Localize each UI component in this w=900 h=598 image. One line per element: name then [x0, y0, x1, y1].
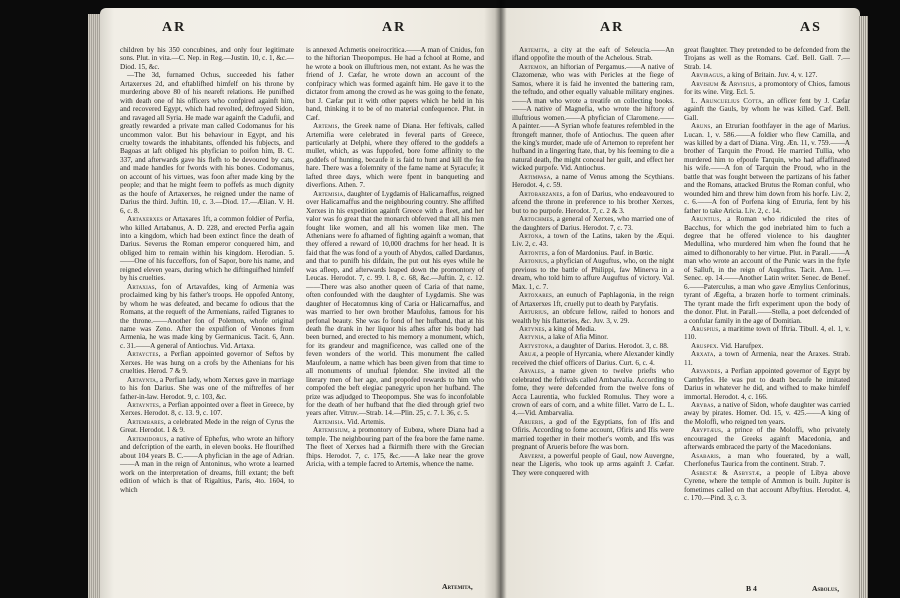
entry-text: a powerful people of Gaul, now Auvergne, near the Ligeris, who took up arms againft J. Cæfar. They were conquered with: [512, 451, 674, 477]
signature-mark: B 4: [746, 584, 757, 593]
entry-headword: Artemon,: [519, 62, 549, 71]
entry-text: a fon of Darius, who endeavoured to afcend the throne in preference to his brother Xerxes, but to no purpofe. Herodot. 7, c. 2 & 3.: [512, 189, 675, 215]
entry-headword: Artemita,: [519, 46, 550, 54]
dictionary-entry: [120, 46, 294, 71]
entry-headword: Artona,: [519, 231, 545, 240]
entry-text: the Greek name of Diana. Her feftivals, called Artemifia were celebrated in feveral parts of Greece, particularly at Delphi, where they offered to the goddefs a mullet, which, as was fuppofed, bore fome affinity to the goddefs of hunting, becaufe it is faid to hunt and kill the fea hare. There was a folemnity of the fame name at Syracufe; it lafted three days, which were fpent in banqueting and diverfions. Athen. 7.: [306, 122, 484, 190]
entry-headword: Artemidorus,: [127, 434, 169, 443]
right-page-column-1: [512, 46, 674, 477]
entry-text: fon of Artavafdes, king of Armenia was proclaimed king by his father's troops. He oppofed Antony, by whom he was defeated, and became fo odious that the Romans, at the requeft of the Armenians, raifed Tigranes to the throne.——Another fon of Polemon, whofe original name was Zeno. After the expulfion of Venones from Armenia, he was made king by Germanicus. Tacit. 6, Ann. c. 31.——A general of Antiochus. Vid. Artaxa.: [120, 282, 294, 350]
entry-headword: Arvales,: [519, 367, 546, 376]
entry-text: a people of Libya above Cyrene, where the temple of Ammon is built. Jupiter is fometimes called on that account Afbyftius. Herodot. 4, c. 170.—Pind. 3, c. 3.: [684, 468, 851, 503]
entry-headword: Artimpasa,: [519, 172, 553, 181]
dictionary-entry: [306, 190, 484, 418]
dictionary-entry: [512, 46, 674, 63]
dictionary-entry: [684, 122, 850, 215]
dictionary-entry: [120, 215, 294, 283]
entry-text: —The 3d, furnamed Ochus, succeeded his father Artaxerxes 2d, and eftablifhed himfelf on his throne by murdering above 80 of his neareft relations. He punifhed with death one of his officers who confpired againft him, and recovered Egypt, which had revolted, deftroyed Sidon, and ravaged all Syria. He made war againft the Cadufii, and greatly rewarded a private man called Codomanus for his uncommon valor. But his behaviour in Egypt, and his cruelty towards the inhabitants, offended his fubjects, and Bagoas at laft obliged his phyfician to poifon him, B. C. 337, and afterwards gave his flefh to be devoured by cats, and made handles for fwords with his bones. Codomanus, on account of his virtues, was foon after made king by the people; and that he might feem to poffefs as much dignity as the houfe of Artaxerxes, he reigned under the name of Darius the third. Juftin. 10, c. 3.—Diod. 17.—Ælian. V. H. 6, c. 8.: [120, 71, 294, 215]
running-head-left-outer: AR: [162, 20, 187, 35]
right-page-column-2: [684, 46, 850, 502]
entry-text: a people of Hyrcania, where Alexander kindly received the chief officers of Darius. Curt. 6, c. 4.: [512, 350, 674, 367]
entry-headword: Artobarzanes,: [519, 189, 565, 198]
dictionary-entry: [684, 97, 850, 122]
entry-headword: Artemisia.: [313, 417, 346, 426]
running-head-right-outer: AS: [800, 20, 822, 35]
dictionary-entry: [512, 308, 674, 325]
entry-headword: Artynes,: [519, 324, 547, 333]
catchword-left: Artemita,: [442, 582, 473, 591]
entry-headword: Artoxares,: [519, 291, 554, 300]
dictionary-entry: [512, 232, 674, 249]
entry-text: daughter of Lygdamis of Halicarnaffus, reigned over Halicarnaffus and the neighbouring country. She affifted Xerxes in his expedition againft Greece with a fleet, and her valor was fo great that the monarch obferved that all his men fought like women, and all his women like men. The Athenians were fo afhamed of fighting againft a woman, that they offered a reward of 10,000 drachms for her head. It is faid that fhe was fond of a youth of Abydos, called Dardanus, and that to punifh his difdain, fhe put out his eyes while he was afleep, and afterwards leaped down the promontory of Leucas. Herodot. 7, c. 99. l. 8, c. 68, &c.—Juftin. 2, c. 12.——There was also another queen of Caria of that name, often confounded with the daughter of Lygdamis. She was daughter of Hecatomnus king of Caria or Halicarnaffus, and was married to her own brother Maufolus, famous for his perfonal beauty. She was fo fond of her hufband, that at his death fhe drank in her liquor his afhes after his body had been burned, and erected to his memory a monument, which, for its grandeur and magnificence, was called one of the feven wonders of the world. This monument fhe called Maufoleum, a name which has been given from that time to all monuments of unufual fplendor. She invited all the literary men of her age, and propofed rewards to him who compofed the beft elegiac panegyric upon her hufband. The prize was adjudged to Theopompus. She was fo inconfolable for the death of her hufband that fhe died through grief two years after. Vitruv.—Strab. 14.—Plin. 25, c. 7. l. 36, c. 5.: [306, 189, 484, 418]
entry-headword: Aruspex.: [691, 341, 719, 350]
entry-text: an eunuch of Paphlagonia, in the reign of Artaxerxes 1ft, cruelly put to death by Paryfatis.: [512, 291, 674, 308]
dictionary-entry: [120, 401, 294, 418]
entry-headword: Artemisia,: [313, 189, 346, 198]
dictionary-entry: [120, 71, 294, 215]
entry-text: a daughter of Darius. Herodot. 3, c. 88.: [556, 341, 669, 350]
catchword-right: Asbolus,: [812, 584, 840, 593]
entry-headword: Artochmes,: [519, 215, 555, 224]
entry-text: an Etrurian foothfayer in the age of Marius. Lucan. 1, v. 586.——A foldier who flew Camilla, and was killed by a dart of Diana. Virg. Æn. 11, v. 759.——A brother of Tarquin the Proud. He married Tullia, who murdered him to efpoufe Tarquin, who had affaffinated his wife.——A fon of Tarquin the Proud, who in the battle that was fought between the partizans of his father and the Romans, attacked Brutus the Roman conful, who wounded him and threw him down from his horfe. Liv. 2, c. 6.——A fon of Porfena king of Etruria, fent by his father to take Aricia. Liv. 2, c. 14.: [684, 122, 850, 215]
entry-text: great flaughter. They pretended to be defcended from the Trojans as well as the Romans. Cæf. Bell. Gall. 7.—Strab. 14.: [684, 46, 850, 71]
entry-text: a name given to twelve priefts who celebrated the feftivals called Ambarvalia. According to fome, they were defcended from the twelve fons of Acca Laurentia, who fuckled Romulus. They wore a crown of ears of corn, and a white fillet. Varro de L. L. 4.—Vid. Ambarvalia.: [512, 367, 675, 418]
running-head-left-inner: AR: [382, 20, 407, 35]
entry-text: an hiftorian of Pergamus.——A native of Clazomenæ, who was with Pericles at the fiege of Samos, where it is faid he invented the battering ram, the teftudo, and other equally valuable military engines.——A man who wrote a treatife on collecting books.——A native of Magnefia, who wrote the hiftory of illuftrious women.——A phyfician of Claromene.——A painter.——A Syrian whofe features refembled in the ftrongeft manner, thofe of Antiochus. The queen after the king's murder, made ufe of Artemon to reprefent her hufband in a lingering ftate, that, by his feeming to die a natural death, fhe might conceal her guilt, and effect her wicked purpofe. Vid. Antiochus.: [512, 62, 674, 173]
dictionary-entry: [512, 350, 674, 367]
dictionary-entry: [512, 367, 674, 418]
dictionary-entry: [512, 452, 674, 477]
entry-headword: Asabaris,: [691, 451, 721, 460]
dictionary-entry: [512, 325, 674, 333]
entry-text: a god of the Egyptians, fon of Ifis and Ofiris. According to fome account, Ofiris and Ifis were married together in their mother's womb, and Ifis was pregnant of Arueris before fhe was born.: [512, 417, 675, 452]
entry-headword: Arxata,: [691, 350, 716, 359]
open-book: [40, 0, 875, 598]
entry-headword: Arviragus,: [691, 71, 726, 80]
entry-text: a phyfician of Auguftus, who, on the night previous to the battle of Philippi, faw Minerva in a dream, who told him to affure Auguftus of victory. Val. Max. 1, c. 7.: [512, 257, 674, 291]
book-gutter: [495, 0, 507, 598]
entry-headword: Aruns,: [691, 122, 713, 131]
entry-text: a native of Ephefus, who wrote an hiftory and defcription of the earth, in eleven books. He flourifhed about 104 years B. C.——A phyfician in the age of Adrian.——A man in the reign of Antoninus, who wrote a learned work on the interpretation of dreams, ftill extant; the beft edition of which is that of Rigaltius, Paris, 4to. 1604, to which: [120, 434, 294, 494]
entry-text: Vid. Harufpex.: [720, 341, 764, 350]
entry-headword: Artaxerxes: [127, 215, 163, 224]
entry-text: a Perfian appointed over a fleet in Greece, by Xerxes. Herodot. 8, c. 13. 9, c. 107.: [120, 401, 295, 418]
entry-text: a prince of the Moloffi, who privately encouraged the Greeks againft Macedonia, and afterwards embraced the party of the Macedonians.: [684, 426, 850, 452]
dictionary-entry: [512, 215, 674, 232]
entry-text: or Artaxares 1ft, a common foldier of Perfia, who killed Artabanus, A. D. 228, and erected Perfia again into a kingdom, which had been extinct fince the death of Darius. Severus the Roman emperor conquered him, and obliged him to remain within his kingdom. Herodian. 5.——One of his fucceffors, fon of Sapor, bore his name, and reigned eleven years, during which he diftinguifhed himfelf by his cruelties.: [120, 215, 294, 283]
entry-text: a Perfian appointed governor of Seftos by Xerxes. He was hung on a crofs by the Athenians for his cruelties. Herod. 7 & 9.: [120, 350, 294, 376]
entry-text: a king of Britain. Juv. 4, v. 127.: [726, 71, 818, 80]
dictionary-entry: [684, 367, 850, 401]
entry-headword: Artemis,: [313, 122, 340, 131]
dictionary-entry: [684, 215, 850, 325]
dictionary-entry: [306, 418, 484, 426]
entry-headword: Arybas,: [691, 401, 716, 410]
dictionary-entry: [512, 249, 674, 257]
entry-text: a city at the eaft of Seleucia.——An ifland oppofite the mouth of the Achelous. Strab.: [512, 46, 675, 63]
entry-text: a general of Xerxes, who married one of the daughters of Darius. Herodot. 7, c. 73.: [512, 215, 674, 232]
entry-headword: L. Aruncuelius Cotta,: [691, 96, 764, 105]
running-head-left: [100, 10, 500, 34]
dictionary-entry: [684, 46, 850, 71]
entry-headword: Arvisium & Arvisius,: [691, 79, 757, 88]
entry-text: an officer fent by J. Cæfar againft the Gauls, by whom he was killed. Cæf. Bell. Gall.: [684, 96, 851, 122]
entry-headword: Artemisium,: [313, 426, 350, 435]
running-head-right: [500, 10, 860, 34]
entry-headword: Artynia,: [519, 333, 547, 342]
entry-headword: Aryptæus,: [691, 426, 724, 435]
entry-text: a promontory of Eubœa, where Diana had a temple. The neighbouring part of the fea bore the fame name. The fleet of Xerxes had a fkirmifh there with the Grecian fhips. Herodot. 7, c. 175, &c.——A lake near the grove Aricia, with a temple facred to Artemis, whence the name.: [306, 426, 484, 469]
entry-headword: Artystona,: [519, 341, 555, 350]
dictionary-entry: [120, 376, 294, 401]
dictionary-entry: [684, 80, 850, 97]
entry-text: an obfcure fellow, raifed to honors and wealth by his flatteries, &c. Juv. 3, v. 29.: [512, 308, 674, 325]
entry-headword: Artaxias,: [127, 282, 157, 291]
dictionary-entry: [684, 342, 850, 350]
dictionary-entry: [512, 190, 674, 215]
entry-text: a Perfian appointed governor of Egypt by Cambyfes. He was put to death becaufe he imitated Darius in whatever he did, and wifhed to make himfelf immortal. Herodot. 4, c. 166.: [684, 367, 851, 401]
dictionary-entry: [512, 291, 674, 308]
left-page-column-2: [306, 46, 484, 469]
dictionary-entry: [684, 401, 850, 426]
dictionary-entry: [684, 426, 850, 451]
entry-headword: Artontes,: [519, 248, 550, 257]
entry-headword: Arturius,: [519, 308, 549, 317]
entry-headword: Artayntes,: [127, 401, 161, 410]
dictionary-entry: [684, 325, 850, 342]
entry-text: a promontory of Chios, famous for its wine. Virg. Ecl. 5.: [684, 79, 850, 97]
entry-text: a town of Armenia, near the Araxes. Strab. 11.: [684, 350, 850, 367]
entry-headword: Aruntius,: [691, 215, 722, 224]
right-page: [500, 8, 860, 598]
entry-headword: Artonius,: [519, 257, 550, 266]
dictionary-entry: [684, 350, 850, 367]
dictionary-entry: [120, 350, 294, 375]
dictionary-entry: [306, 426, 484, 468]
entry-text: a town of the Latins, taken by the Æqui. Liv. 2, c. 43.: [512, 231, 674, 249]
dictionary-entry: [512, 63, 674, 173]
dictionary-entry: [512, 173, 674, 190]
entry-headword: Aryandes,: [691, 367, 723, 376]
dictionary-entry: [512, 257, 674, 291]
entry-headword: Artembares,: [127, 417, 166, 426]
entry-headword: Arverni,: [519, 451, 546, 460]
entry-headword: Asbestæ & Asbystæ,: [691, 468, 762, 477]
entry-text: a lake of Afia Minor.: [547, 333, 609, 342]
running-head-right-inner: AR: [600, 20, 625, 35]
left-page: [100, 8, 500, 598]
entry-text: a Perfian lady, whom Xerxes gave in marriage to his fon Darius. She was one of the miftreffes of her father-in-law. Herodot. 9, c. 103, &c.: [120, 375, 295, 401]
entry-text: a native of Sidon, whofe daughter was carried away by pirates. Homer. Od. 15, v. 425.——A king of the Moloffi, who reigned ten years.: [684, 401, 851, 426]
left-page-column-1: [120, 46, 294, 494]
entry-text: a fon of Mardonius. Pauf. in Bœtic.: [551, 248, 654, 257]
entry-headword: Arueris,: [519, 417, 546, 426]
entry-text: a Roman who ridiculed the rites of Bacchus, for which the god inebriated him to fuch a degree that he offered violence to his daughter Medullina, who murdered him when fhe found that he aimed to difhonorably to her virtue. Plut. in Parall.——A man who wrote an account of the Punic wars in the ftyle of Salluft, in the reign of Auguftus. Tacit. Ann. 1.—Senec. ep. 14.——Another Latin writer. Senec. de Benef. 6.——Paterculus, a man who gave Æmylius Cenforinus, tyrant of Ægefta, a brazen horfe to torment criminals. The tyrant made the firft experiment upon the body of the donor. Plut. in Parall.——Stella, a poet defcended of a confular family in the age of Domitian.: [684, 215, 851, 325]
dictionary-entry: [512, 342, 674, 350]
dictionary-entry: [120, 418, 294, 435]
entry-headword: Artaynta,: [127, 375, 159, 384]
dictionary-entry: [512, 418, 674, 452]
entry-text: a name of Venus among the Scythians. Herodot. 4, c. 59.: [512, 172, 674, 190]
page-edges-right: [858, 16, 868, 598]
entry-text: is annexed Achmetis oneirocritica.——A man of Cnidus, fon to the hiftorian Theopompus. He had a fchool at Rome, and he wrote a book on illuftrious men, not extant. As he was the friend of J. Cæfar, he wrote down an account of the confpiracy which was formed againft him. He gave it to the dictator from among the crowd as he was going to the fenate, but J. Cæfar put it with other papers which he held in his hand, thinking it to be of no material confequence. Plut. in Cæf.: [306, 46, 484, 122]
entry-text: a celebrated Mede in the reign of Cyrus the Great. Herodot. 1 & 9.: [120, 417, 294, 435]
dictionary-entry: [512, 333, 674, 341]
entry-headword: Aruæ,: [519, 350, 539, 359]
entry-headword: Artayctes,: [127, 350, 161, 359]
dictionary-entry: [684, 469, 850, 503]
dictionary-entry: [684, 452, 850, 469]
entry-text: Vid. Artemis.: [346, 417, 386, 426]
dictionary-entry: [306, 46, 484, 122]
entry-headword: Aruspius,: [691, 324, 721, 333]
entry-text: a king of Media.: [548, 324, 597, 333]
entry-text: children by his 350 concubines, and only four legitimate sons. Plut. in vita.—C. Nep. in Reg.—Justin. 10, c. 1, &c.—Diod. 15, &c.: [120, 46, 294, 71]
dictionary-entry: [684, 71, 850, 79]
dictionary-entry: [306, 122, 484, 190]
dictionary-entry: [120, 283, 294, 351]
entry-text: a man who fouerated, by a wall, Cherfonefus Taurica from the continent. Strab. 7.: [684, 451, 850, 469]
entry-text: a maritime town of Iftria. Tibull. 4, el. 1, v. 110.: [684, 324, 850, 342]
dictionary-entry: [120, 435, 294, 494]
